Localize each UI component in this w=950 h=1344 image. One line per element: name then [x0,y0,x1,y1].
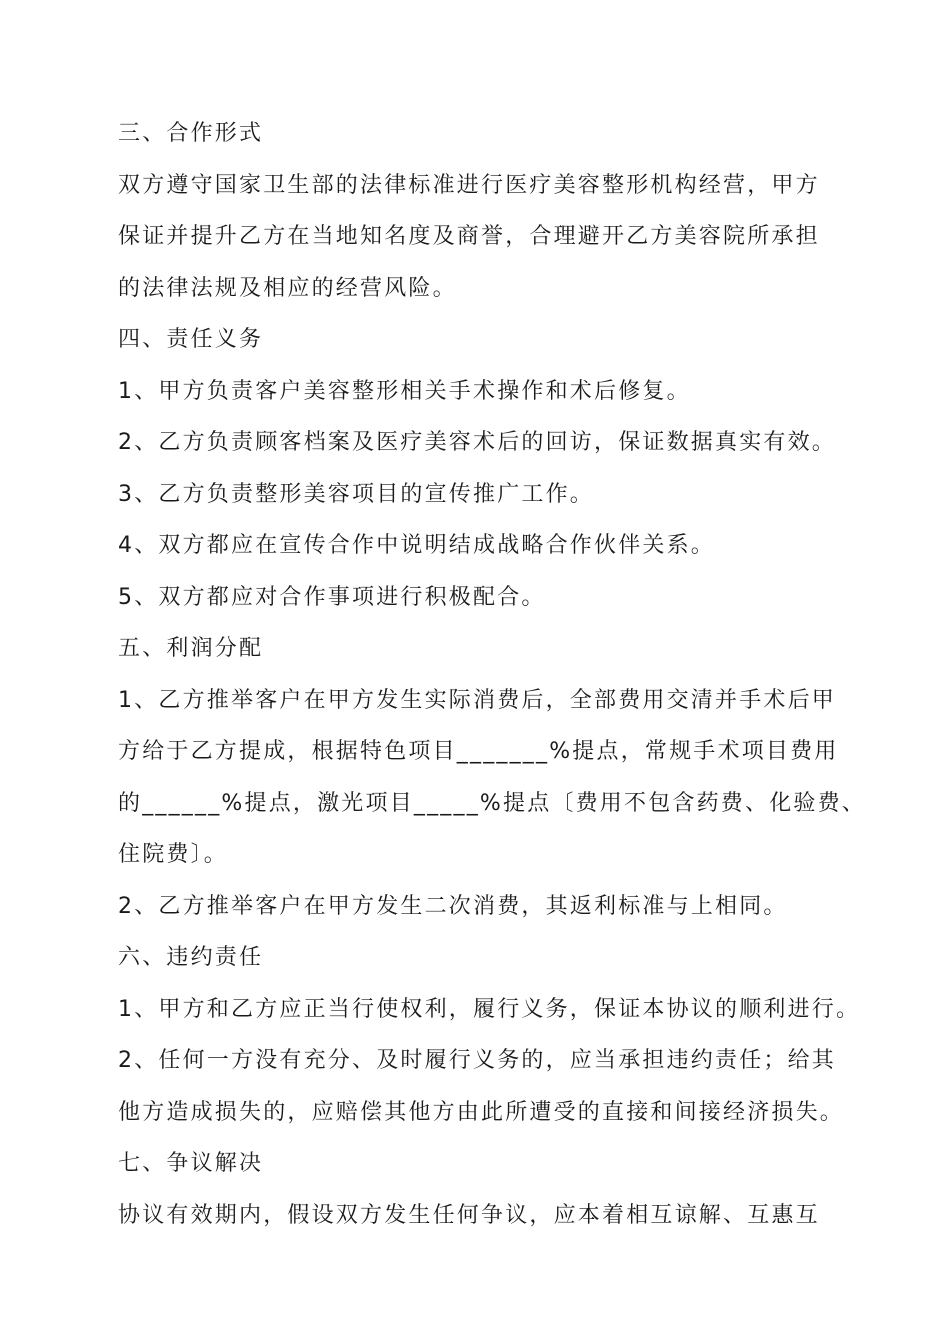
list-item: 3、乙方负责整形美容项目的宣传推广工作。 [118,481,594,507]
paragraph-line: 住院费〕。 [118,842,229,867]
list-item: 4、双方都应在宣传合作中说明结成战略合作伙伴关系。 [118,533,715,558]
paragraph-line: 他方造成损失的，应赔偿其他方由此所遭受的直接和间接经济损失。 [118,1099,845,1125]
section-heading-cooperation-form: 三、合作形式 [118,121,264,146]
paragraph-line: 双方遵守国家卫生部的法律标准进行医疗美容整形机构经营，甲方 [118,172,820,198]
paragraph-line: 的法律法规及相应的经营风险。 [118,275,457,301]
list-item: 2、任何一方没有充分、及时履行义务的，应当承担违约责任；给其 [118,1048,836,1073]
list-item: 2、乙方负责顾客档案及医疗美容术后的回访，保证数据真实有效。 [118,430,836,455]
list-item: 1、乙方推举客户在甲方发生实际消费后，全部费用交清并手术后甲 [118,687,836,713]
paragraph-line: 协议有效期内，假设双方发生任何争议，应本着相互谅解、互惠互 [118,1202,820,1228]
paragraph-line: 保证并提升乙方在当地知名度及商誉，合理避开乙方美容院所承担 [118,224,820,249]
list-item: 5、双方都应对合作事项进行积极配合。 [118,584,546,610]
section-heading-responsibilities: 四、责任义务 [118,327,264,352]
paragraph-line: 方给于乙方提成，根据特色项目_______%提点，常规手术项目费用 [118,739,839,764]
paragraph-line: 的______%提点，激光项目_____%提点〔费用不包含药费、化验费、 [118,790,867,816]
section-heading-breach-liability: 六、违约责任 [118,945,264,970]
section-heading-dispute-resolution: 七、争议解决 [118,1151,264,1176]
document-body [118,108,867,1241]
list-item: 1、甲方负责客户美容整形相关手术操作和术后修复。 [118,378,691,404]
list-item: 2、乙方推举客户在甲方发生二次消费，其返利标准与上相同。 [118,893,788,919]
list-item: 1、甲方和乙方应正当行使权利，履行义务，保证本协议的顺利进行。 [118,996,861,1022]
section-heading-profit-distribution: 五、利润分配 [118,636,264,661]
